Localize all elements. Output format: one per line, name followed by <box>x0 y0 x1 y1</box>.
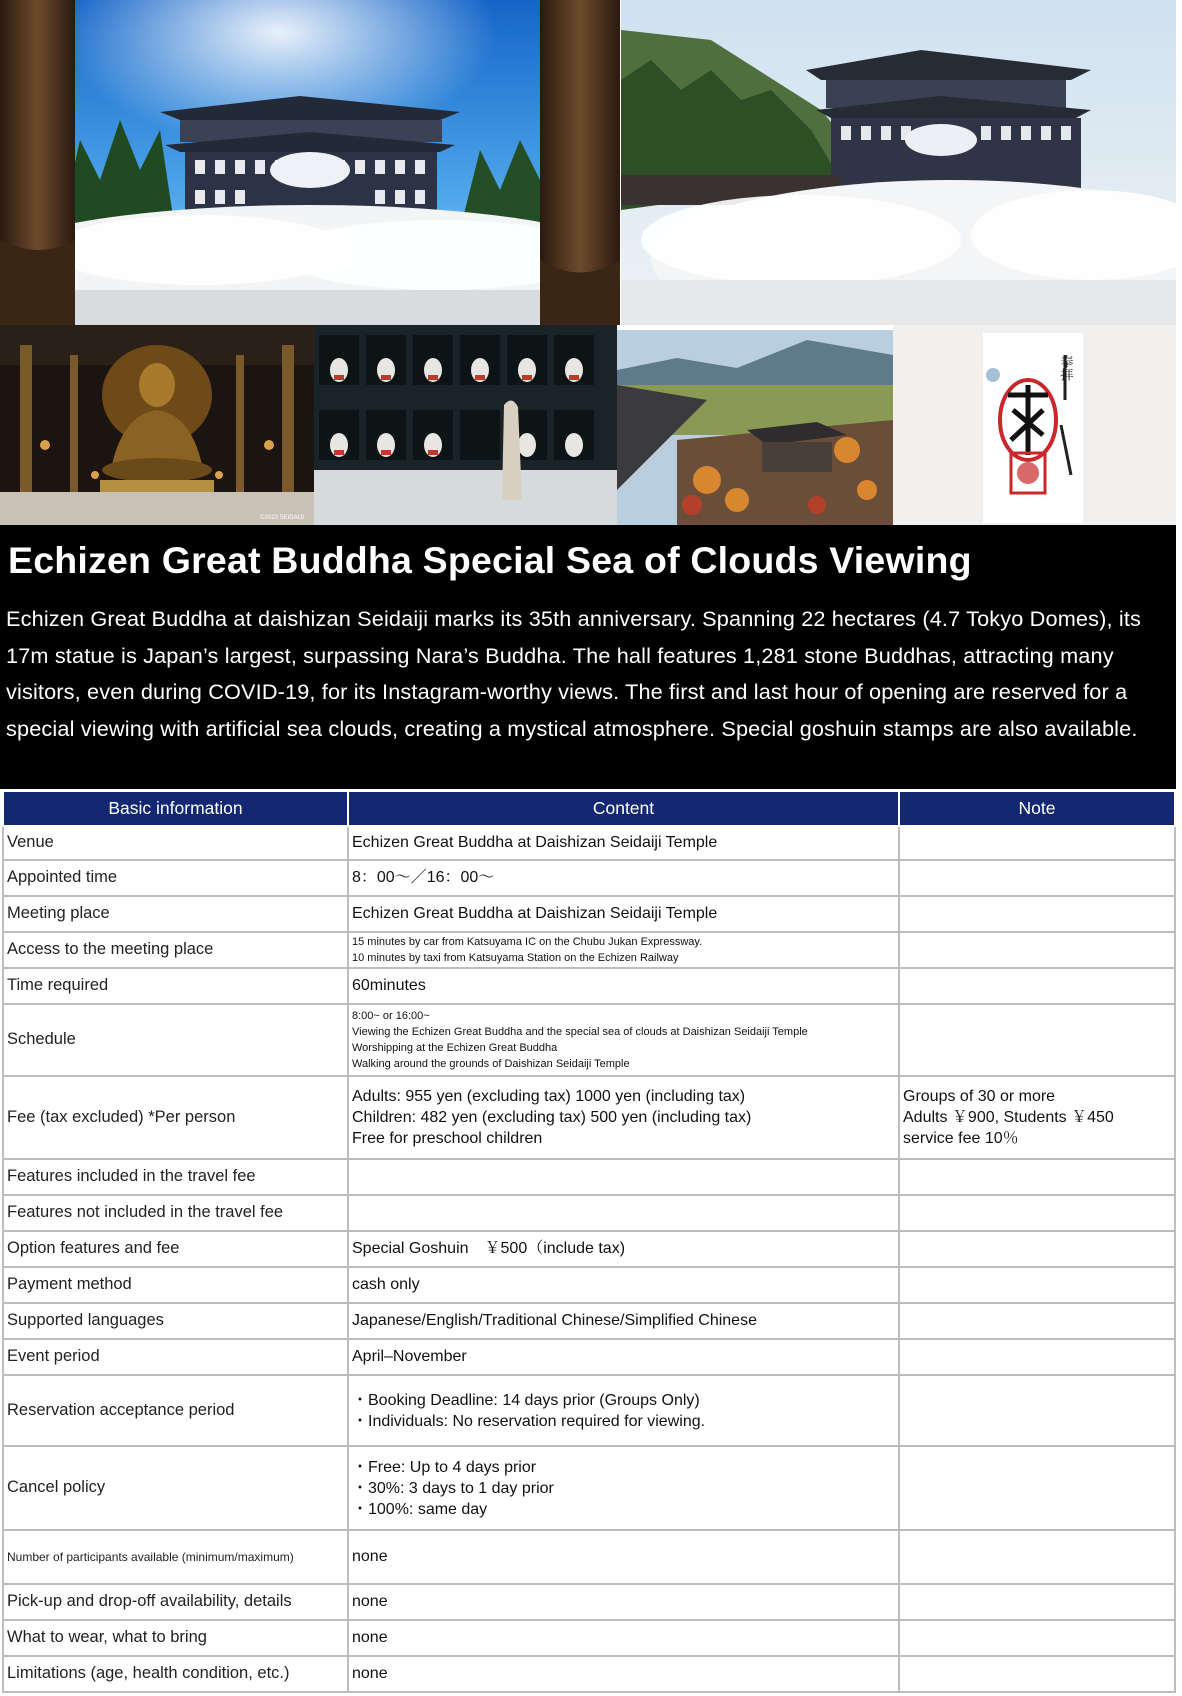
table-row-participants <box>3 1530 1175 1584</box>
table-header-row <box>3 791 1175 826</box>
row-note <box>899 1303 1175 1339</box>
basic-information-table <box>2 790 1176 1693</box>
row-label: Pick-up and drop-off availability, details <box>3 1584 348 1620</box>
row-content: April–November <box>348 1339 899 1375</box>
table-row-schedule <box>3 1004 1175 1076</box>
row-label: Access to the meeting place <box>3 932 348 968</box>
row-note <box>899 1195 1175 1231</box>
row-label: Schedule <box>3 1004 348 1076</box>
row-label: Limitations (age, health condition, etc.) <box>3 1656 348 1692</box>
row-content: none <box>348 1656 899 1692</box>
table-row-fee <box>3 1076 1175 1159</box>
access-line: 10 minutes by taxi from Katsuyama Station on the Echizen Railway <box>352 952 679 964</box>
photo-great-buddha-statue-interior <box>0 325 314 525</box>
table-row-meeting-place <box>3 896 1175 932</box>
reservation-line: ・Booking Deadline: 14 days prior (Groups Only) <box>352 1391 700 1409</box>
row-content <box>348 1375 899 1446</box>
schedule-line: Viewing the Echizen Great Buddha and the special sea of clouds at Daishizan Seidaiji Temple <box>352 1026 808 1038</box>
row-content: 60minutes <box>348 968 899 1004</box>
row-note <box>899 896 1175 932</box>
row-note <box>899 1530 1175 1584</box>
photo-temple-hall-mist-side-view <box>621 0 1176 325</box>
row-label: Payment method <box>3 1267 348 1303</box>
table-row-not-included <box>3 1195 1175 1231</box>
header-content: Content <box>348 791 899 826</box>
goshuin-calligraphy: 奉拝 <box>1057 355 1073 381</box>
row-label: Meeting place <box>3 896 348 932</box>
row-content: none <box>348 1530 899 1584</box>
table-row-appointed-time <box>3 860 1175 896</box>
row-note <box>899 1446 1175 1530</box>
row-label: What to wear, what to bring <box>3 1620 348 1656</box>
row-label: Features not included in the travel fee <box>3 1195 348 1231</box>
fee-line: Adults: 955 yen (excluding tax) 1000 yen (including tax) <box>352 1088 746 1105</box>
intro-description: Echizen Great Buddha at daishizan Seidaiji marks its 35th anniversary. Spanning 22 hectares (4.7 Tokyo Domes), its 17m statue is Japan’s largest, surpassing Nara’s Buddha. The hall features 1,281 stone Buddhas, attracting many visitors, even during COVID-19, for its Instagram-worthy views. The first and last hour of opening are reserved for a special viewing with artificial sea clouds, creating a mystical atmosphere. Special goshuin stamps are also available. <box>6 606 1141 741</box>
schedule-line: 8:00~ or 16:00~ <box>352 1010 430 1022</box>
row-label: Event period <box>3 1339 348 1375</box>
cancel-line: ・100%: same day <box>352 1500 488 1518</box>
fee-line: Children: 482 yen (excluding tax) 500 yen (including tax) <box>352 1109 752 1126</box>
row-label: Venue <box>3 826 348 860</box>
row-note <box>899 1339 1175 1375</box>
row-note <box>899 1231 1175 1267</box>
row-note <box>899 1375 1175 1446</box>
row-note <box>899 1004 1175 1076</box>
access-line: 15 minutes by car from Katsuyama IC on the Chubu Jukan Expressway. <box>352 936 703 948</box>
photo-temple-grounds-aerial-view <box>617 330 893 525</box>
reservation-line: ・Individuals: No reservation required for viewing. <box>352 1412 706 1430</box>
row-content: Echizen Great Buddha at Daishizan Seidaiji Temple <box>348 826 899 860</box>
table-row-reservation <box>3 1375 1175 1446</box>
table-row-payment <box>3 1267 1175 1303</box>
cancel-line: ・Free: Up to 4 days prior <box>352 1458 537 1476</box>
photo-collage <box>0 0 1176 525</box>
row-note <box>899 932 1175 968</box>
row-note <box>899 1584 1175 1620</box>
row-content <box>348 1159 899 1195</box>
row-note <box>899 1267 1175 1303</box>
row-content <box>348 932 899 968</box>
fee-note-line: service fee 10％ <box>903 1130 1019 1147</box>
row-note <box>899 860 1175 896</box>
row-note <box>899 1656 1175 1692</box>
intro-panel <box>0 525 1176 789</box>
row-note <box>899 1159 1175 1195</box>
row-content: Special Goshuin ￥500（include tax) <box>348 1231 899 1267</box>
table-row-time-required <box>3 968 1175 1004</box>
row-content <box>348 1004 899 1076</box>
photo-temple-hall-sea-of-clouds <box>0 0 620 325</box>
row-note <box>899 1620 1175 1656</box>
photo-credit: ©2023 SEIDAIJI <box>260 515 304 521</box>
cancel-line: ・30%: 3 days to 1 day prior <box>352 1479 554 1497</box>
row-content: 8：00～／16：00～ <box>348 860 899 896</box>
row-note <box>899 826 1175 860</box>
table-row-included <box>3 1159 1175 1195</box>
fee-note-line: Adults ￥900, Students ￥450 <box>903 1109 1114 1126</box>
row-label: Cancel policy <box>3 1446 348 1530</box>
schedule-line: Walking around the grounds of Daishizan Seidaiji Temple <box>352 1058 630 1070</box>
row-label: Features included in the travel fee <box>3 1159 348 1195</box>
row-content <box>348 1076 899 1159</box>
header-basic-information: Basic information <box>3 791 348 826</box>
table-row-cancel-policy <box>3 1446 1175 1530</box>
row-label: Reservation acceptance period <box>3 1375 348 1446</box>
photo-goshuin-stamp <box>893 325 1176 525</box>
row-label: Fee (tax excluded) *Per person <box>3 1076 348 1159</box>
row-label: Supported languages <box>3 1303 348 1339</box>
row-content: none <box>348 1620 899 1656</box>
row-note <box>899 1076 1175 1159</box>
row-label: Number of participants available (minimum/maximum) <box>3 1530 348 1584</box>
table-row-limitations <box>3 1656 1175 1692</box>
row-content <box>348 1195 899 1231</box>
row-content <box>348 1446 899 1530</box>
row-label: Time required <box>3 968 348 1004</box>
fee-note-line: Groups of 30 or more <box>903 1088 1056 1105</box>
row-content: Japanese/English/Traditional Chinese/Simplified Chinese <box>348 1303 899 1339</box>
row-content: cash only <box>348 1267 899 1303</box>
table-row-venue <box>3 826 1175 860</box>
table-row-what-to-wear <box>3 1620 1175 1656</box>
header-note: Note <box>899 791 1175 826</box>
schedule-line: Worshipping at the Echizen Great Buddha <box>352 1042 558 1054</box>
table-row-options <box>3 1231 1175 1267</box>
table-row-pickup <box>3 1584 1175 1620</box>
row-content: none <box>348 1584 899 1620</box>
table-row-access <box>3 932 1175 968</box>
row-content: Echizen Great Buddha at Daishizan Seidaiji Temple <box>348 896 899 932</box>
photo-stone-buddhas-gallery <box>314 325 617 525</box>
row-label: Appointed time <box>3 860 348 896</box>
row-note <box>899 968 1175 1004</box>
page-title: Echizen Great Buddha Special Sea of Clouds Viewing <box>8 539 972 581</box>
fee-line: Free for preschool children <box>352 1130 543 1147</box>
row-label: Option features and fee <box>3 1231 348 1267</box>
table-row-languages <box>3 1303 1175 1339</box>
table-row-event-period <box>3 1339 1175 1375</box>
